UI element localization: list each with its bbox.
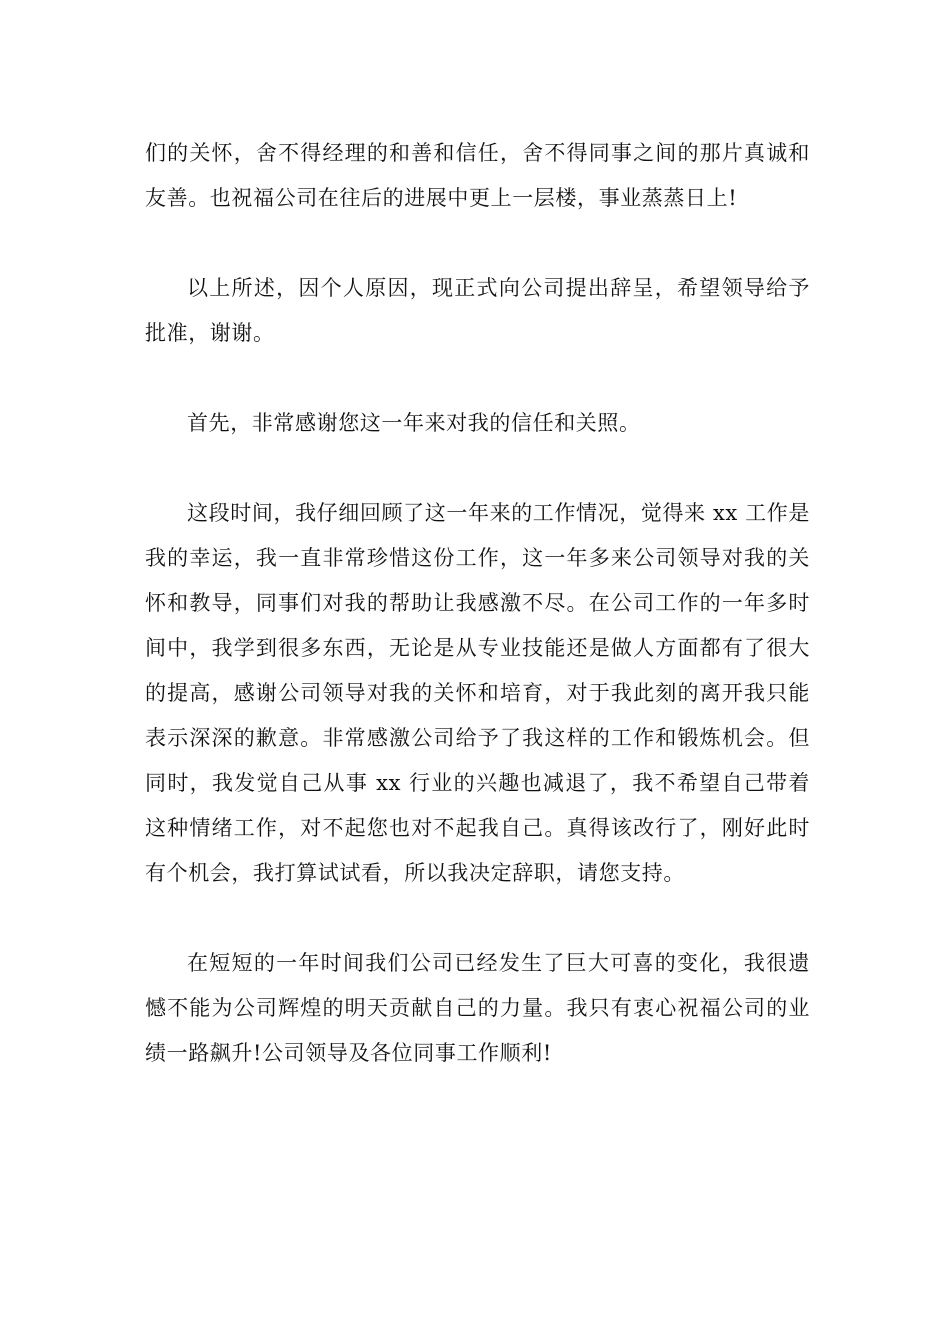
paragraph-resignation-request: 以上所述，因个人原因，现正式向公司提出辞呈，希望领导给予批准，谢谢。: [145, 276, 810, 345]
paragraph-thanks: 首先，非常感谢您这一年来对我的信任和关照。: [187, 411, 641, 435]
paragraph-closing-wishes: 在短短的一年时间我们公司已经发生了巨大可喜的变化，我很遗憾不能为公司辉煌的明天贡献自己的力量。我只有衷心祝福公司的业绩一路飙升!公司领导及各位同事工作顺利!: [145, 951, 810, 1065]
document-body: [145, 131, 810, 1121]
paragraph-continuation: 们的关怀，舍不得经理的和善和信任，舍不得同事之间的那片真诚和友善。也祝福公司在往后的进展中更上一层楼，事业蒸蒸日上!: [145, 141, 810, 210]
paragraph-reflection: 这段时间，我仔细回顾了这一年来的工作情况，觉得来 xx 工作是我的幸运，我一直非常珍惜这份工作，这一年多来公司领导对我的关怀和教导，同事们对我的帮助让我感激不尽。在公司工作的一年多时间中，我学到很多东西，无论是从专业技能还是做人方面都有了很大的提高，感谢公司领导对我的关怀和培育，对于我此刻的离开我只能表示深深的歉意。非常感激公司给予了我这样的工作和锻炼机会。但同时，我发觉自己从事 xx 行业的兴趣也减退了，我不希望自己带着这种情绪工作，对不起您也对不起我自己。真得该改行了，刚好此时有个机会，我打算试试看，所以我决定辞职，请您支持。: [145, 501, 810, 885]
